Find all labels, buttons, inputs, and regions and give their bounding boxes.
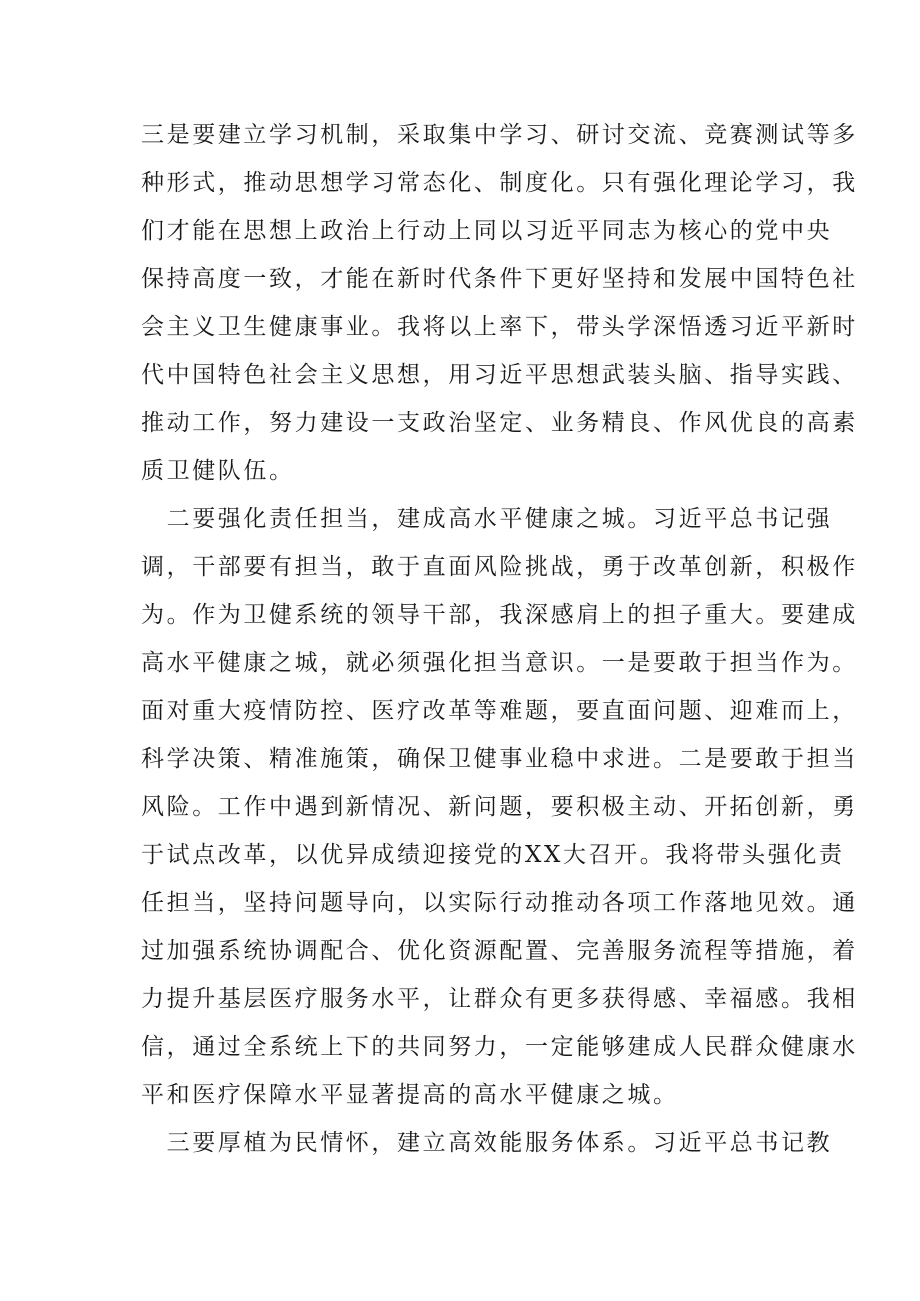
text-line: 们才能在思想上政治上行动上同以习近平同志为核心的党中央 [141,218,833,244]
text-line: 三要厚植为民情怀，建立高效能服务体系。习近平总书记教 [141,1130,833,1156]
text-line: 二要强化责任担当，建成高水平健康之城。习近平总书记强 [141,506,833,532]
text-line: 平和医疗保障水平显著提高的高水平健康之城。 [141,1082,679,1108]
text-line: 会主义卫生健康事业。我将以上率下，带头学深悟透习近平新时 [141,314,858,340]
text-line: 于试点改革，以优异成绩迎接党的XX大召开。我将带头强化责 [141,842,845,868]
text-line: 高水平健康之城，就必须强化担当意识。一是要敢于担当作为。 [141,650,858,676]
text-line: 代中国特色社会主义思想，用习近平思想武装头脑、指导实践、 [141,362,858,388]
text-line: 信，通过全系统上下的共同努力，一定能够建成人民群众健康水 [141,1034,858,1060]
document-body [141,111,858,1167]
text-line: 任担当，坚持问题导向，以实际行动推动各项工作落地见效。通 [141,890,858,916]
text-line: 风险。工作中遇到新情况、新问题，要积极主动、开拓创新，勇 [141,794,858,820]
text-line: 调，干部要有担当，敢于直面风险挑战，勇于改革创新，积极作 [141,554,858,580]
paragraph-people-service [141,1119,833,1167]
text-line: 科学决策、精准施策，确保卫健事业稳中求进。二是要敢于担当 [141,746,858,772]
text-line: 质卫健队伍。 [141,458,295,484]
text-line: 推动工作，努力建设一支政治坚定、业务精良、作风优良的高素 [141,410,858,436]
text-line: 面对重大疫情防控、医疗改革等难题，要直面问题、迎难而上， [141,698,858,724]
text-line: 种形式，推动思想学习常态化、制度化。只有强化理论学习，我 [141,170,858,196]
text-line: 力提升基层医疗服务水平，让群众有更多获得感、幸福感。我相 [141,986,858,1012]
text-line: 三是要建立学习机制，采取集中学习、研讨交流、竞赛测试等多 [141,122,858,148]
text-line: 保持高度一致，才能在新时代条件下更好坚持和发展中国特色社 [141,266,858,292]
text-line: 过加强系统协调配合、优化资源配置、完善服务流程等措施，着 [141,938,858,964]
text-line: 为。作为卫健系统的领导干部，我深感肩上的担子重大。要建成 [141,602,858,628]
paragraph-learning-mechanism [141,111,858,495]
paragraph-responsibility [141,495,858,1119]
